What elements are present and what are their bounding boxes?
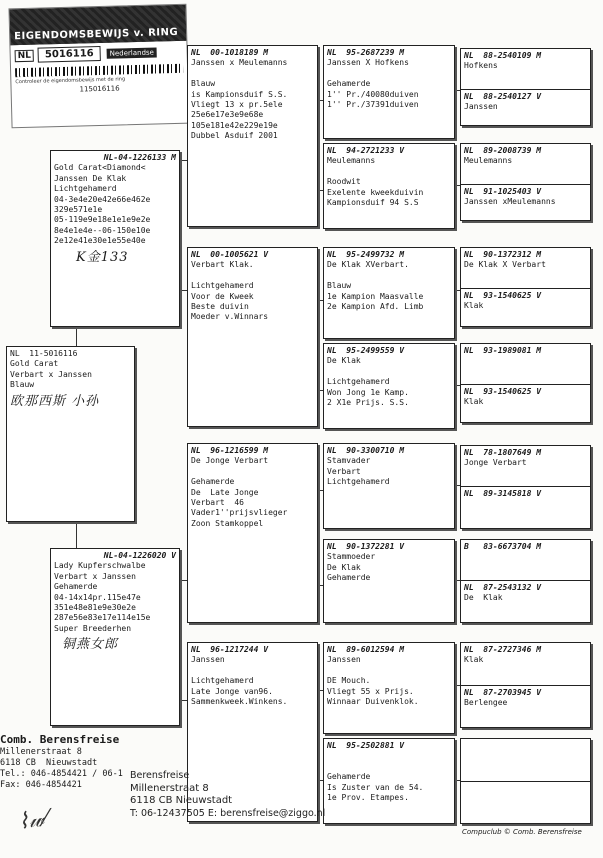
ggg-bottom-ring: NL 87-2703945 V [464,688,542,697]
great-grandparent-box [323,738,455,824]
stamp-line: T: 06-12437505 E: berensfreise@ziggo.nl [130,807,326,819]
grandparent-line: Dubbel Asduif 2001 [191,131,278,141]
great-grandparent-line [327,271,451,281]
grandparent-line: Verbart 46 [191,498,244,508]
great-grandparent-box [323,45,455,139]
stamp-line: Berensfreise [130,770,190,781]
connector-line [180,700,187,701]
dam-line: Gehamerde [54,582,98,592]
great-grandparent-ring: NL 95-2687239 M [327,48,405,57]
ggg-top-ring: B 83-6673704 M [464,542,542,551]
grandparent-ring: NL 00-1005621 V [191,250,269,259]
great-grandparent-line: Janssen X Hofkens [327,58,409,68]
ggg-box [460,247,591,327]
sire-handwriting: K金133 [76,249,129,265]
card-ring-row [10,41,186,67]
great-grandparent-box [323,539,455,623]
great-grandparent-line: Kampionsduif 94 S.S [327,198,419,208]
dam-box [50,548,180,726]
ggg-top-name: Klak [464,655,484,665]
subject-color: Blauw [10,380,35,390]
grandparent-ring: NL 00-1018189 M [191,48,269,57]
ggg-top-name: Meulemanns [464,156,513,166]
grandparent-ring: NL 96-1217244 V [191,645,269,654]
great-grandparent-line: Vliegt 55 x Prijs. [327,686,414,696]
grandparent-line: Lichtgehamerd [191,676,254,686]
ggg-bottom-name: Klak [464,397,484,407]
great-grandparent-line: 2e Kampion Afd. Limb [327,302,424,312]
ggg-top-ring: NL 90-1372312 M [464,250,542,259]
great-grandparent-ring: NL 95-2499732 M [327,250,405,259]
great-grandparent-line: Stamvader [327,456,371,466]
ggg-top-name: Jonge Verbart [464,458,527,468]
great-grandparent-box [323,443,455,529]
ggg-top-name [464,552,587,562]
great-grandparent-line: Janssen [327,655,361,665]
sire-box [50,150,180,327]
great-grandparent-ring: NL 90-3300710 M [327,446,405,455]
ggg-box [460,445,591,529]
ggg-box [460,343,591,423]
subject-handwriting: 欧那西斯 小孙 [10,393,100,409]
address-line: Fax: 046-4854421 [0,780,82,790]
great-grandparent-box [323,247,455,339]
software-credit: Compuclub © Comb. Berensfreise [462,828,582,836]
ggg-bottom-ring: NL 87-2543132 V [464,583,542,592]
great-grandparent-line [327,762,451,772]
ggg-box [460,642,591,728]
ggg-bottom-ring: NL 93-1540625 V [464,387,542,396]
grandparent-line: is Kampionsduif S.S. [191,89,288,99]
dam-line: Lady Kupferschwalbe [54,561,146,571]
great-grandparent-line: 1e Kampion Maasvalle [327,291,424,301]
grandparent-line: De Late Jonge [191,487,259,497]
great-grandparent-line: Blauw [327,281,352,291]
grandparent-line: Janssen x Meulemanns [191,58,288,68]
card-small-print: Controleer de eigendomsbewijs met de ring [15,76,126,86]
great-grandparent-line: Meulemanns [327,156,376,166]
ggg-top-ring: NL 93-1989081 M [464,346,542,355]
subject-ring: NL 11-5016116 [10,349,78,358]
dam-line: 04-14x14pr.115e47e [54,592,141,602]
sire-line: 2e12e41e30e1e55e40e [54,236,146,246]
dam-line: 351e48e81e9e30e2e [54,603,136,613]
great-grandparent-line: Is Zuster van de 54. [327,782,424,792]
ggg-bottom-name: Klak [464,301,484,311]
great-grandparent-box [323,642,455,734]
great-grandparent-line: Exelente kweekduivin [327,187,424,197]
great-grandparent-line [327,367,451,377]
grandparent-line [191,69,314,79]
ggg-bottom-ring: NL 91-1025403 V [464,187,542,196]
great-grandparent-line: Gehamerde [327,573,371,583]
great-grandparent-line: 1'' Pr./37391duiven [327,100,419,110]
grandparent-line: Vliegt 13 x pr.5ele [191,100,283,110]
subject-breed: Verbart x Janssen [10,369,92,379]
stamp-line: 6118 CB Nieuwstadt [130,795,233,806]
grandparent-ring: NL 96-1216599 M [191,446,269,455]
connector-line [180,160,187,161]
ownership-card [8,4,189,129]
card-title: EIGENDOMSBEWIJS v. RING [9,5,186,46]
connector-line [180,290,187,291]
dam-line: Super Breederhen [54,623,132,633]
signature: ⌇𝓌⁄ [16,806,50,835]
address-line: Tel.: 046-4854421 / 06-1 [0,769,123,779]
great-grandparent-line: Lichtgehamerd [327,377,390,387]
ggg-bottom-name: Janssen xMeulemanns [464,197,556,207]
grandparent-box [187,443,318,623]
dam-line: Verbart x Janssen [54,571,136,581]
breeder-name: Comb. Berensfreise [0,733,120,746]
grandparent-line: Voor de Kweek [191,291,254,301]
ggg-top-name [464,741,587,751]
great-grandparent-line: Stammoeder [327,552,376,562]
grandparent-line: Zoon Stamkoppel [191,518,264,528]
great-grandparent-ring: NL 95-2499559 V [327,346,405,355]
sire-line: 329e571e1e [54,205,103,215]
ggg-bottom-name [464,499,587,509]
card-nl-mark: NL [15,49,35,62]
grandparent-line: Late Jonge van96. [191,686,273,696]
ggg-box [460,738,591,824]
ggg-top-name [464,356,587,366]
ggg-bottom-ring: NL 88-2540127 V [464,92,542,101]
grandparent-box [187,247,318,427]
great-grandparent-box [323,143,455,229]
dam-handwriting: 铜燕女郎 [62,637,119,653]
connector-line [180,580,187,581]
great-grandparent-ring: NL 94-2721233 V [327,146,405,155]
ggg-top-ring: NL 78-1807649 M [464,448,542,457]
great-grandparent-line: De Klak XVerbart. [327,260,409,270]
ggg-bottom-name: Janssen [464,102,498,112]
great-grandparent-line: Gehamerde [327,772,371,782]
sire-line: 04-3e4e20e42e66e462e [54,194,151,204]
ggg-top-ring: NL 89-2008739 M [464,146,542,155]
great-grandparent-ring: NL 95-2502881 V [327,741,405,750]
card-ring-number: 5016116 [38,46,101,63]
ggg-bottom-ring: NL 89-3145818 V [464,489,542,498]
great-grandparent-line: Verbart [327,466,361,476]
great-grandparent-line: 2 X1e Prijs. S.S. [327,398,409,408]
card-barcode-number: 115016116 [79,84,120,94]
ggg-bottom-name [464,784,587,794]
ggg-top-ring: NL 88-2540109 M [464,51,542,60]
grandparent-line [191,666,314,676]
great-grandparent-line [327,666,451,676]
ggg-top-name: De Klak X Verbart [464,260,546,270]
grandparent-line: Vader1''prijsvlieger [191,508,288,518]
connector-line [76,522,77,548]
great-grandparent-line: De Klak [327,356,361,366]
great-grandparent-line: 1e Prov. Etampes. [327,793,409,802]
great-grandparent-ring: NL 89-6012594 M [327,645,405,654]
grandparent-line: Gehamerde [191,477,235,487]
sire-line: Gold Carat<Diamond< [54,163,146,173]
great-grandparent-line: Winnaar Duivenklok. [327,697,419,707]
sire-line: Janssen De Klak [54,173,127,183]
sire-line: 05-119e9e18e1e1e9e2e [54,215,151,225]
great-grandparent-line: Won Jong 1e Kamp. [327,387,409,397]
grandparent-box [187,45,318,227]
sire-line: Lichtgehamerd [54,184,117,194]
grandparent-line [191,271,314,281]
grandparent-line: Janssen [191,655,225,665]
address-line: Millenerstraat 8 [0,747,82,757]
subject-box [6,346,135,522]
ggg-box [460,539,591,623]
connector-line [76,327,77,347]
sire-ring: NL-04-1226133 M [103,153,176,162]
ggg-bottom-name: Berlengee [464,698,508,708]
grandparent-line: Moeder v.Winnars [191,312,269,322]
great-grandparent-ring: NL 90-1372281 V [327,542,405,551]
great-grandparent-line [327,69,451,79]
grandparent-line: Verbart Klak. [191,260,254,270]
great-grandparent-line [327,751,451,761]
sire-line: 8e4e1e4e--06-150e10e [54,225,151,235]
ggg-box [460,48,591,126]
breeder-address [0,734,130,791]
ggg-top-ring: NL 87-2727346 M [464,645,542,654]
grandparent-line: Lichtgehamerd [191,281,254,291]
address-line: 6118 CB Nieuwstadt [0,758,98,768]
great-grandparent-line: DE Mouch. [327,676,371,686]
grandparent-line: Sammenkweek.Winkens. [191,697,288,707]
card-country-tag: Nederlandse [107,47,157,58]
great-grandparent-line: 1'' Pr./40080duiven [327,89,419,99]
ggg-box [460,143,591,221]
great-grandparent-line: Gehamerde [327,79,371,89]
grandparent-line: Blauw [191,79,216,89]
great-grandparent-line: De Klak [327,562,361,572]
dam-line: 287e56e83e17e114e15e [54,613,151,623]
ggg-bottom-ring: NL 93-1540625 V [464,291,542,300]
grandparent-line [191,467,314,477]
great-grandparent-line: Roodwit [327,177,361,187]
great-grandparent-line [327,167,451,177]
stamp-line: Millenerstraat 8 [130,782,209,794]
ggg-top-name: Hofkens [464,61,498,71]
dam-ring: NL-04-1226020 V [103,551,176,560]
great-grandparent-line: Lichtgehamerd [327,477,390,487]
grandparent-line: De Jonge Verbart [191,456,269,466]
great-grandparent-box [323,343,455,429]
grandparent-line: 105e181e42e229e19e [191,120,278,130]
grandparent-line: Beste duivin [191,302,249,312]
grandparent-line: 25e6e17e3e9e68e [191,110,264,120]
ggg-bottom-name: De Klak [464,593,503,603]
breeder-stamp [130,770,325,820]
subject-name: Gold Carat [10,359,59,369]
